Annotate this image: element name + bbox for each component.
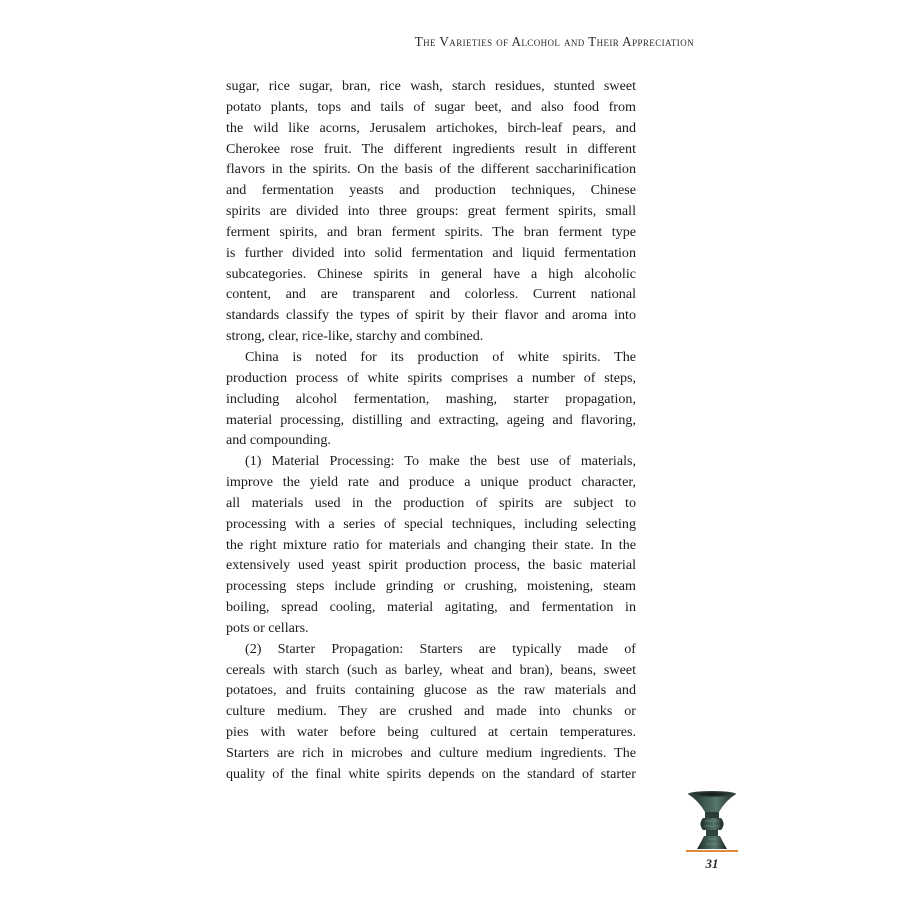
- text-line: (2) Starter Propagation: Starters are typically made of: [245, 640, 636, 657]
- text-line: pies with water before being cultured at certain temperatures.: [226, 724, 636, 741]
- page-number: 31: [705, 856, 719, 871]
- text-line: flavors in the spirits. On the basis of the different saccharinification: [226, 161, 636, 178]
- text-line: boiling, spread cooling, material agitating, and fermentation in: [226, 599, 636, 616]
- text-line: content, and are transparent and colorless. Current national: [226, 286, 636, 303]
- text-line: spirits are divided into three groups: great ferment spirits, small: [226, 203, 636, 220]
- text-line: potato plants, tops and tails of sugar beet, and also food from: [226, 98, 636, 115]
- text-line: Starters are rich in microbes and culture medium ingredients. The: [226, 745, 636, 761]
- text-line: all materials used in the production of spirits are subject to: [226, 494, 636, 511]
- text-line: is further divided into solid fermentation and liquid fermentation: [226, 244, 636, 261]
- text-line: culture medium. They are crushed and made into chunks or: [226, 703, 636, 720]
- text-line: sugar, rice sugar, bran, rice wash, starch residues, stunted sweet: [226, 78, 636, 94]
- text-line: potatoes, and fruits containing glucose as the raw materials and: [226, 682, 636, 699]
- text-line: extensively used yeast spirit production process, the basic material: [226, 557, 636, 574]
- text-line: Cherokee rose fruit. The different ingredients result in different: [226, 140, 636, 157]
- text-line: ferment spirits, and bran ferment spirits. The bran ferment type: [226, 223, 636, 240]
- text-line: cereals with starch (such as barley, wheat and bran), beans, sweet: [226, 661, 636, 678]
- text-line: processing steps include grinding or crushing, moistening, steam: [226, 578, 636, 595]
- running-header: The Varieties of Alcohol and Their Appreciation: [414, 34, 694, 49]
- text-line: the wild like acorns, Jerusalem artichokes, birch-leaf pears, and: [226, 119, 636, 136]
- text-line: standards classify the types of spirit by their flavor and aroma into: [226, 307, 636, 324]
- text-line: including alcohol fermentation, mashing, starter propagation,: [226, 390, 636, 407]
- bronze-gu-vessel-icon: [686, 790, 738, 852]
- text-line: (1) Material Processing: To make the best use of materials,: [245, 453, 636, 470]
- text-line: processing with a series of special techniques, including selecting: [226, 515, 636, 532]
- text-line: production process of white spirits comprises a number of steps,: [226, 369, 636, 386]
- text-line: pots or cellars.: [226, 619, 309, 636]
- text-line: material processing, distilling and extracting, ageing and flavoring,: [226, 411, 636, 428]
- text-line: subcategories. Chinese spirits in general have a high alcoholic: [226, 265, 636, 282]
- text-line: China is noted for its production of white spirits. The: [245, 348, 636, 365]
- text-line: and compounding.: [226, 432, 331, 449]
- text-line: the right mixture ratio for materials and changing their state. In the: [226, 536, 636, 553]
- text-line: quality of the final white spirits depends on the standard of starter: [226, 765, 636, 782]
- text-line: improve the yield rate and produce a unique product character,: [226, 474, 636, 491]
- text-line: strong, clear, rice-like, starchy and combined.: [226, 328, 484, 345]
- body-text: [226, 76, 636, 785]
- text-line: and fermentation yeasts and production techniques, Chinese: [226, 182, 636, 199]
- footer-rule: [686, 850, 738, 852]
